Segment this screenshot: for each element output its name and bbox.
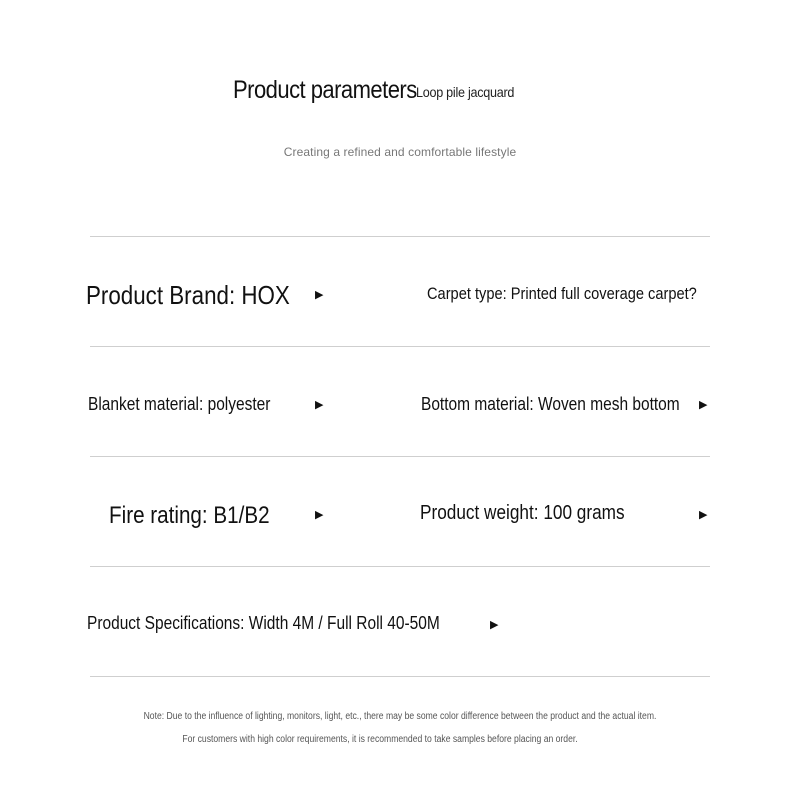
right-triangle-icon: ▶ [315, 289, 324, 301]
tagline: Creating a refined and comfortable lifestyle [283, 145, 517, 159]
note-line-2: For customers with high color requirements, it is recommended to take samples before placing an order. [182, 734, 578, 745]
right-triangle-icon: ▶ [315, 399, 324, 411]
param-carpet-type: Carpet type: Printed full coverage carpet? [427, 284, 697, 303]
divider-2 [90, 346, 710, 347]
right-triangle-icon: ▶ [490, 619, 499, 631]
divider-3 [90, 456, 710, 457]
param-brand: Product Brand: HOX [86, 280, 290, 310]
note-line-1: Note: Due to the influence of lighting, monitors, light, etc., there may be some color difference between the product and the actual item. [143, 711, 657, 722]
param-weight: Product weight: 100 grams [420, 502, 625, 524]
product-tag: Loop pile jacquard [416, 84, 515, 100]
param-fire-rating: Fire rating: B1/B2 [109, 502, 270, 529]
param-specifications: Product Specifications: Width 4M / Full Roll 40-50M [87, 613, 440, 633]
divider-4 [90, 566, 710, 567]
right-triangle-icon: ▶ [699, 399, 708, 411]
page-title: Product parameters [233, 76, 417, 104]
header [0, 76, 800, 112]
divider-1 [90, 236, 710, 237]
right-triangle-icon: ▶ [699, 509, 708, 521]
divider-5 [90, 676, 710, 677]
param-blanket-material: Blanket material: polyester [88, 394, 271, 414]
right-triangle-icon: ▶ [315, 509, 324, 521]
param-bottom-material: Bottom material: Woven mesh bottom [421, 394, 680, 414]
